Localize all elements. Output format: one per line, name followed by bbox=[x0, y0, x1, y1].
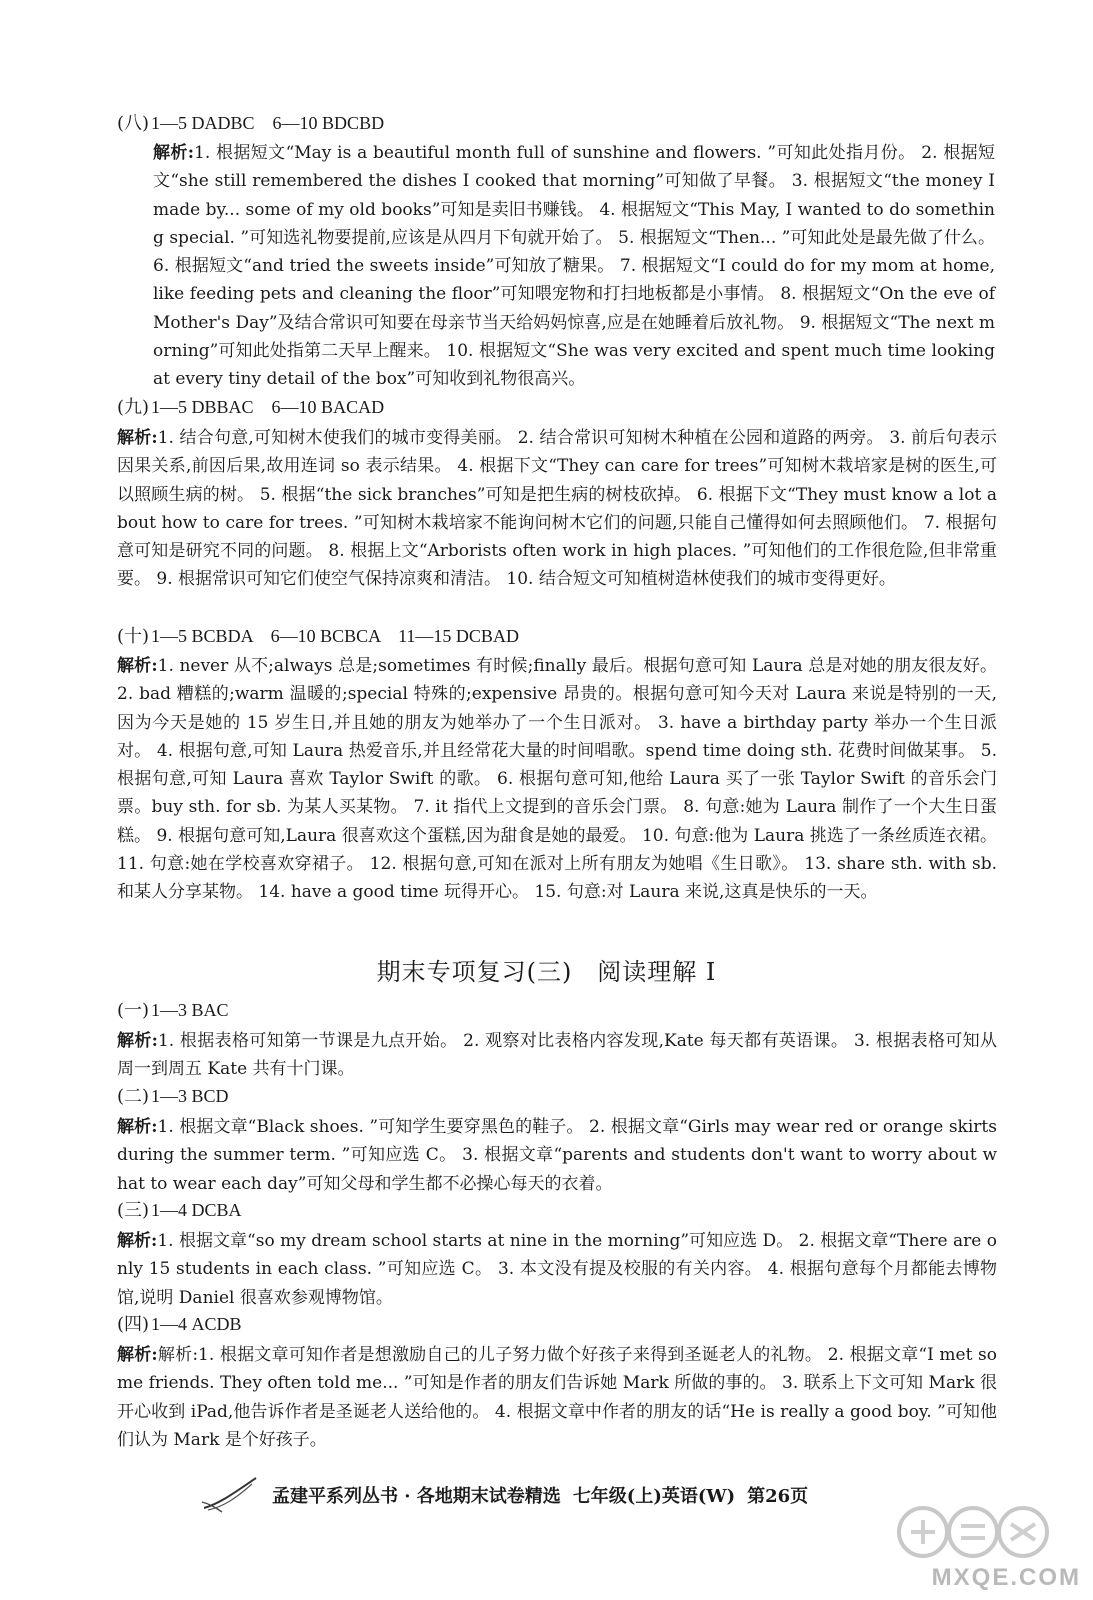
section-8-text: 1. 根据短文“May is a beautiful month full of sunshine and flowers. ”可知此处指月份。 2. 根据短文“she still remembered the dishes I cooked that morning”可知做了早餐。 3. 根据短文“the money I made by... some of my old books”可知是卖旧书赚钱。 4. 根据短文“This May, I wanted to do something special. ”可知选礼物要提前,应该是从四月下旬就开始了。 5. 根据短文“Then... ”可知此处是最先做了什么。 6. 根据短文“and tried the sweets inside”可知放了糖果。 7. 根据短文“I could do for my mom at home, like feeding pets and cleaning the floor”可知喂宠物和打扫地板都是小事情。 8. 根据短文“On the eve of Mother's Day”及结合常识可知要在母亲节当天给妈妈惊喜,应是在她睡着后放礼物。 9. 根据短文“The next morning”可知此处指第二天早上醒来。 10. 根据短文“She was very excited and spent much time looking at every tiny detail of the box”可知收到礼物很高兴。 bbox=[153, 143, 996, 390]
reading-3-explanation bbox=[117, 1227, 997, 1312]
footer-page-number: 第26页 bbox=[747, 1486, 809, 1507]
reading-2-answers: 1—3 BCD bbox=[151, 1086, 229, 1106]
section-10-explanation bbox=[117, 652, 997, 907]
section-10-header bbox=[117, 623, 519, 650]
reading-3-answers: 1—4 DCBA bbox=[151, 1200, 242, 1220]
section-9-text: 1. 结合句意,可知树木使我们的城市变得美丽。 2. 结合常识可知树木种植在公园和道路的两旁。 3. 前后句表示因果关系,前因后果,故用连词 so 表示结果。 4. 根据下文“They can care for trees”可知树木栽培家是树的医生,可以照顾生病的树。 5. 根据“the sick branches”可知是把生病的树枝砍掉。 6. 根据下文“They must know a lot about how to care for trees. ”可知树木栽培家不能询问树木它们的问题,只能自己懂得如何去照顾他们。 7. 根据句意可知是研究不同的问题。 8. 根据上文“Arborists often work in high places. ”可知他们的工作很危险,但非常重要。 9. 根据常识可知它们使空气保持凉爽和清洁。 10. 结合短文可知植树造林使我们的城市变得更好。 bbox=[117, 428, 997, 590]
reading-3-header bbox=[117, 1197, 242, 1224]
reading-4-number: (四) bbox=[117, 1314, 150, 1335]
page-footer bbox=[200, 1480, 980, 1520]
section-9-explanation bbox=[117, 424, 997, 594]
watermark-logo-icon bbox=[893, 1502, 1073, 1562]
section-8-number: (八) bbox=[117, 113, 150, 134]
reading-2-text: 1. 根据文章“Black shoes. ”可知学生要穿黑色的鞋子。 2. 根据文章“Girls may wear red or orange skirts during the summer term. ”可知应选 C。 3. 根据文章“parents and students don't want to worry about what to wear each day”可知父母和学生都不必操心每天的衣着。 bbox=[117, 1117, 997, 1194]
reading-4-header bbox=[117, 1311, 242, 1338]
section-10-number: (十) bbox=[117, 626, 150, 647]
brush-logo-icon bbox=[200, 1474, 260, 1514]
reading-1-label: 解析: bbox=[117, 1031, 158, 1051]
reading-2-header bbox=[117, 1083, 229, 1110]
reading-3-number: (三) bbox=[117, 1200, 150, 1221]
reading-2-label: 解析: bbox=[117, 1117, 158, 1137]
section-title: 期末专项复习(三) 阅读理解 Ⅰ bbox=[376, 958, 717, 986]
section-8-header bbox=[117, 110, 384, 137]
reading-2-number: (二) bbox=[117, 1086, 150, 1107]
reading-2-explanation bbox=[117, 1113, 997, 1198]
reading-1-answers: 1—3 BAC bbox=[151, 1000, 229, 1020]
reading-1-explanation bbox=[117, 1027, 997, 1084]
section-9-answers: 1—5 DBBAC 6—10 BACAD bbox=[151, 397, 385, 417]
section-8-answers: 1—5 DADBC 6—10 BDCBD bbox=[151, 113, 385, 133]
watermark-site: MXQE.COM bbox=[931, 1564, 1081, 1591]
section-10-text: 1. never 从不;always 总是;sometimes 有时候;finally 最后。根据句意可知 Laura 总是对她的朋友很友好。 2. bad 糟糕的;warm 温暖的;special 特殊的;expensive 昂贵的。根据句意可知今天对 Laura 来说是特别的一天,因为今天是她的 15 岁生日,并且她的朋友为她举办了一个生日派对。 3. have a birthday party 举办一个生日派对。 4. 根据句意,可知 Laura 热爱音乐,并且经常花大量的时间唱歌。spend time doing sth. 花费时间做某事。 5. 根据句意,可知 Laura 喜欢 Taylor Swift 的歌。 6. 根据句意可知,他给 Laura 买了一张 Taylor Swift 的音乐会门票。buy sth. for sb. 为某人买某物。 7. it 指代上文提到的音乐会门票。 8. 句意:她为 Laura 制作了一个大生日蛋糕。 9. 根据句意可知,Laura 很喜欢这个蛋糕,因为甜食是她的最爱。 10. 句意:他为 Laura 挑选了一条丝质连衣裙。 11. 句意:她在学校喜欢穿裙子。 12. 根据句意,可知在派对上所有朋友为她唱《生日歌》。 13. share sth. with sb. 和某人分享某物。 14. have a good time 玩得开心。 15. 句意:对 Laura 来说,这真是快乐的一天。 bbox=[117, 656, 997, 903]
section-9-header bbox=[117, 394, 384, 421]
section-8-explanation bbox=[153, 139, 995, 394]
reading-4-label: 解析: bbox=[117, 1345, 158, 1365]
watermark bbox=[887, 1502, 1087, 1592]
section-10-answers: 1—5 BCBDA 6—10 BCBCA 11—15 DCBAD bbox=[151, 626, 519, 646]
footer-series: 孟建平系列丛书 · 各地期末试卷精选 bbox=[272, 1486, 561, 1507]
section-9-label: 解析: bbox=[117, 428, 158, 448]
reading-1-number: (一) bbox=[117, 1000, 150, 1021]
footer-grade: 七年级(上)英语(W) bbox=[572, 1486, 736, 1507]
reading-1-text: 1. 根据表格可知第一节课是九点开始。 2. 观察对比表格内容发现,Kate 每天都有英语课。 3. 根据表格可知从周一到周五 Kate 共有十门课。 bbox=[117, 1031, 997, 1080]
section-10-label: 解析: bbox=[117, 656, 158, 676]
reading-4-answers: 1—4 ACDB bbox=[151, 1314, 242, 1334]
section-9-number: (九) bbox=[117, 397, 150, 418]
reading-1-header bbox=[117, 997, 229, 1024]
footer-text bbox=[272, 1482, 820, 1512]
section-8-label: 解析: bbox=[153, 143, 195, 163]
reading-4-text: 解析:1. 根据文章可知作者是想激励自己的儿子努力做个好孩子来得到圣诞老人的礼物。 2. 根据文章“I met some friends. They often told me... ”可知是作者的朋友们告诉她 Mark 所做的事的。 3. 联系上下文可知 Mark 很开心收到 iPad,他告诉作者是圣诞老人送给他的。 4. 根据文章中作者的朋友的话“He is really a good boy. ”可知他们认为 Mark 是个好孩子。 bbox=[117, 1345, 998, 1450]
reading-4-explanation bbox=[117, 1341, 997, 1454]
reading-3-text: 1. 根据文章“so my dream school starts at nine in the morning”可知应选 D。 2. 根据文章“There are only 15 students in each class. ”可知应选 C。 3. 本文没有提及校服的有关内容。 4. 根据句意每个月都能去博物馆,说明 Daniel 很喜欢参观博物馆。 bbox=[117, 1231, 998, 1308]
reading-3-label: 解析: bbox=[117, 1231, 158, 1251]
